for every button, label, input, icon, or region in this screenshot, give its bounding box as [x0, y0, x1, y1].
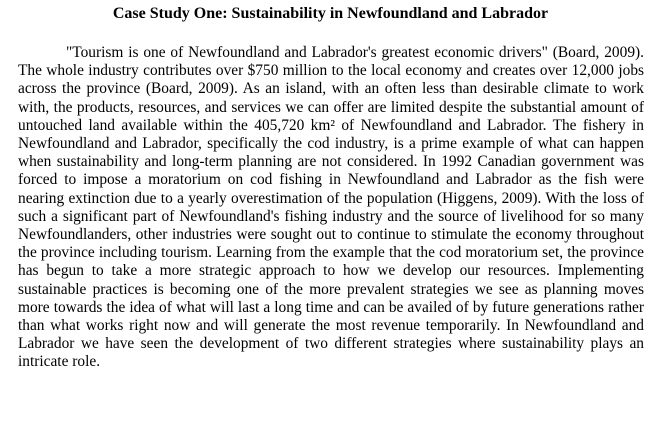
body-paragraph: "Tourism is one of Newfoundland and Labrador's greatest economic drivers" (Board, 2009). The whole industry contributes over $750 million to the local economy and creates over 12,000 jobs across the province (Board, 2009). As an island, with an often less than desirable climate to work with, the products, resources, and services we can offer are limited despite the substantial amount of untouched land available within the 405,720 km² of Newfoundland and Labrador. The fishery in Newfoundland and Labrador, specifically the cod industry, is a prime example of what can happen when sustainability and long-term planning are not considered. In 1992 Canadian government was forced to impose a moratorium on cod fishing in Newfoundland and Labrador as the fish were nearing extinction due to a yearly overestimation of the population (Higgens, 2009). With the loss of such a significant part of Newfoundland's fishing industry and the source of livelihood for so many Newfoundlanders, other industries were sought out to continue to stimulate the economy throughout the province including tourism. Learning from the example that the cod moratorium set, the province has begun to take a more strategic approach to how we develop our resources. Implementing sustainable practices is becoming one of the more prevalent strategies we see as planning moves more towards the idea of what will last a long time and can be availed of by future generations rather than what works right now and will generate the most revenue temporarily. In Newfoundland and Labrador we have seen the development of two different strategies where sustainability plays an intricate role.	[18, 44, 644, 371]
document-title: Case Study One: Sustainability in Newfoundland and Labrador	[112, 5, 549, 22]
